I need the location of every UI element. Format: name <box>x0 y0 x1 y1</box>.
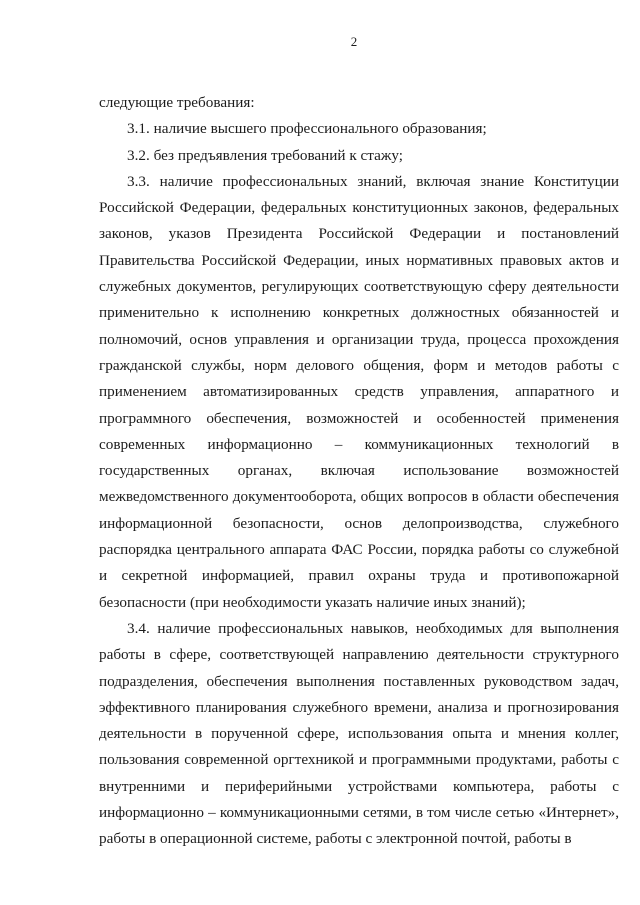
paragraph-3-4: 3.4. наличие профессиональных навыков, необходимых для выполнения работы в сфере, соответствующей направлению деятельности структурного подразделения, обеспечения выполнения поставленных руководством задач, эффективного планирования служебного времени, анализа и прогнозирования деятельности в порученной сфере, использования опыта и мнения коллег, пользования современной оргтехникой и программными продуктами, работы с внутренними и периферийными устройствами компьютера, работы с информационно – коммуникационными сетями, в том числе сетью «Интернет», работы в операционной системе, работы с электронной почтой, работы в <box>99 619 619 848</box>
paragraph-3-3: 3.3. наличие профессиональных знаний, включая знание Конституции Российской Федерации, федеральных конституционных законов, федеральных законов, указов Президента Российской Федерации и постановлений Правительства Российской Федерации, иных нормативных правовых актов и служебных документов, регулирующих соответствующую сферу деятельности применительно к исполнению конкретных должностных обязанностей и полномочий, основ управления и организации труда, процесса прохождения гражданской службы, норм делового общения, форм и методов работы с применением автоматизированных средств управления, аппаратного и программного обеспечения, возможностей и особенностей применения современных информационно – коммуникационных технологий в государственных органах, включая использование возможностей межведомственного документооборота, общих вопросов в области обеспечения информационной безопасности, основ делопроизводства, служебного распорядка центрального аппарата ФАС России, порядка работы со служебной и секретной информацией, правил охраны труда и противопожарной безопасности (при необходимости указать наличие иных знаний); <box>99 172 619 611</box>
document-body <box>99 90 619 853</box>
paragraph-3-2: 3.2. без предъявления требований к стажу; <box>127 146 403 164</box>
page-number: 2 <box>350 34 358 49</box>
paragraph-intro: следующие требования: <box>99 94 255 111</box>
paragraph-3-1: 3.1. наличие высшего профессионального образования; <box>127 120 487 138</box>
